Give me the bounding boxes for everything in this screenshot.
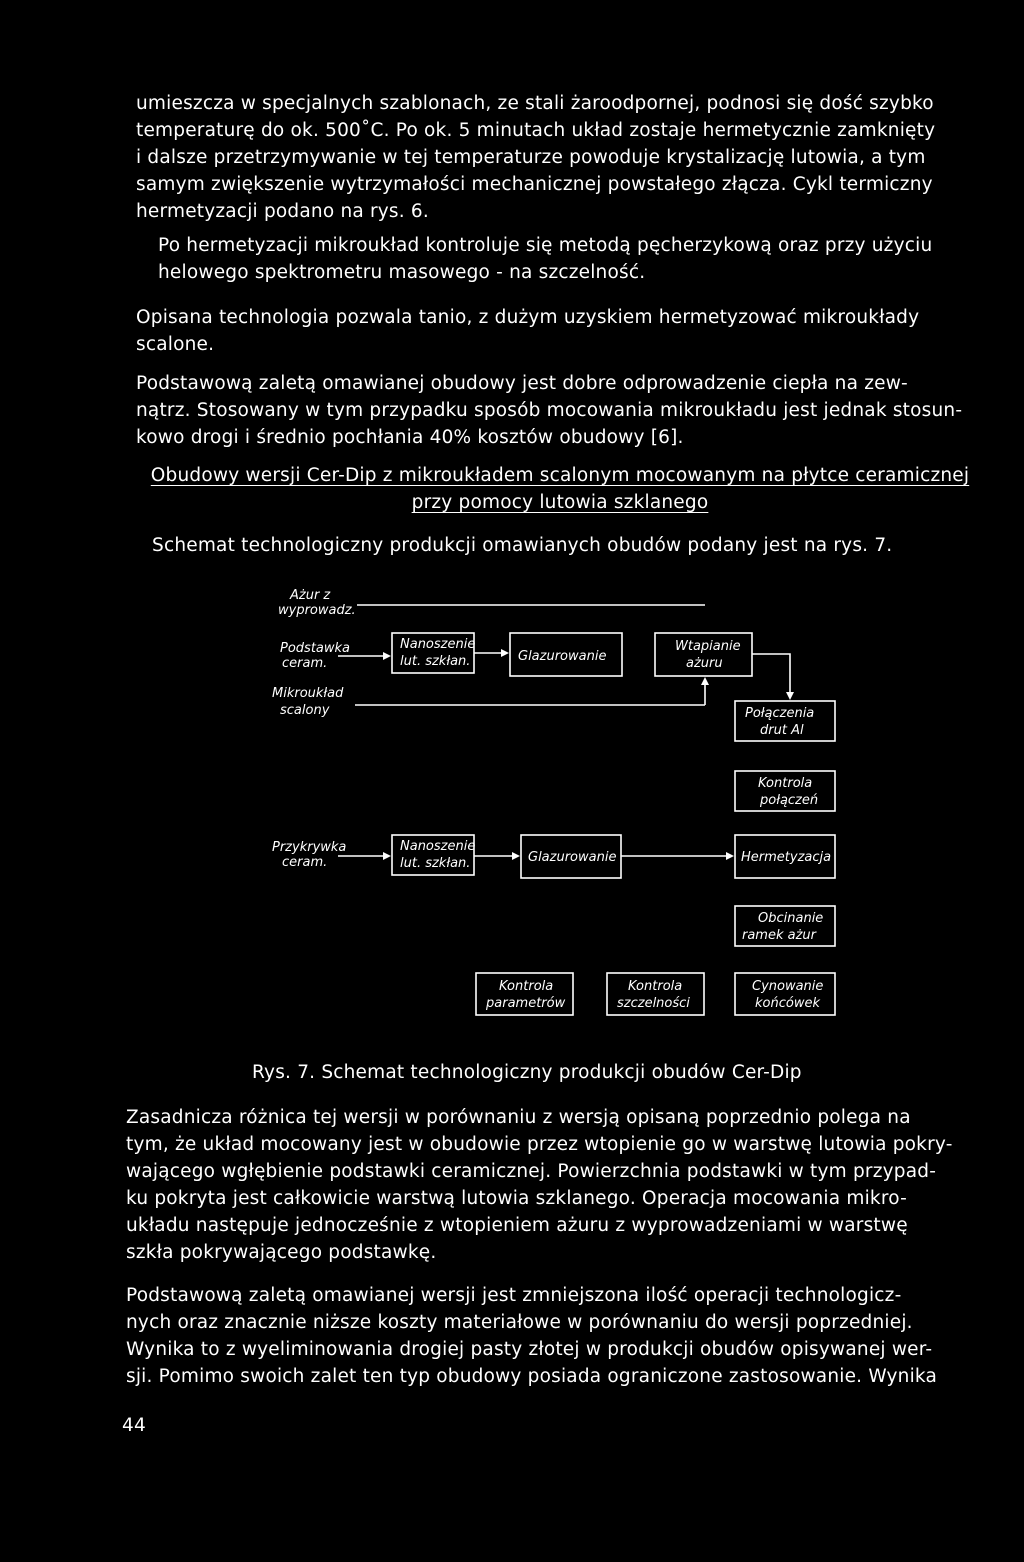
box-cynowanie-line1: Cynowanie: [752, 979, 824, 994]
connector-wtapianie-polaczenia: [752, 654, 790, 693]
input-label-przykrywka-2: ceram.: [282, 855, 328, 870]
arrow-head: [726, 852, 734, 860]
box-glazurowanie-1: [510, 633, 622, 676]
box-glazurowanie-2-label: Glazurowanie: [528, 850, 617, 865]
box-kontrola-parametrow-line1: Kontrola: [499, 979, 554, 994]
paragraph-scheme-intro: Schemat technologiczny produkcji omawianych obudów podany jest na rys. 7.: [152, 535, 893, 556]
box-obcinanie-line1: Obcinanie: [758, 911, 824, 926]
box-polaczenia-line2: drut Al: [760, 723, 804, 738]
box-nanoszenie-1-line2: lut. szkłan.: [400, 654, 471, 669]
input-label-podstawka-2: ceram.: [282, 656, 328, 671]
input-label-azur-2: wyprowadz.: [278, 603, 356, 618]
box-nanoszenie-2: [392, 835, 474, 875]
box-obcinanie-line2: ramek ażur: [742, 928, 817, 943]
paragraph-difference: Zasadnicza różnica tej wersji w porównaniu z wersją opisaną poprzednio polega na tym, że układ mocowany jest w obudowie przez wtopienie go w warstwę lutowia pokry- wającego wgłębienie podstawki ceramicznej. Powierzchnia podstawki w tym przypad- ku pokryta jest całkowicie warstwą lutowia szklanego. Operacja mocowania mikro- układu następuje jednocześnie z wtopieniem ażuru z wyprowadzeniami w warstwę szkła pokrywającego podstawkę.: [126, 1107, 953, 1263]
box-kontrola-polaczen-line2: połączeń: [760, 793, 819, 808]
box-nanoszenie-1: [392, 633, 474, 673]
section-heading-line1: Obudowy wersji Cer-Dip z mikroukładem scalonym mocowanym na płytce ceramicznej: [150, 465, 970, 486]
box-kontrola-szczelnosci: [607, 973, 704, 1015]
box-hermetyzacja: [735, 835, 835, 878]
input-label-azur-1: Ażur z: [290, 588, 331, 603]
box-glazurowanie-2: [521, 835, 621, 878]
paragraph-version-advantage: Podstawową zaletą omawianej wersji jest zmniejszona ilość operacji technologicz- nych oraz znacznie niższe koszty materiałowe w porównaniu do wersji poprzedniej. Wynika to z wyeliminowania drogiej pasty złotej w produkcji obudów opisywanej wer- sji. Pomimo swoich zalet ten typ obudowy posiada ograniczone zastosowanie. Wynika: [126, 1285, 938, 1387]
box-kontrola-parametrow-line2: parametrów: [486, 996, 566, 1011]
box-nanoszenie-2-line2: lut. szkłan.: [400, 856, 471, 871]
paragraph-leak-test: Po hermetyzacji mikroukład kontroluje się metodą pęcherzykową oraz przy użyciu helowego spektrometru masowego - na szczelność.: [158, 235, 933, 283]
arrow-head: [512, 852, 520, 860]
box-kontrola-polaczen-line1: Kontrola: [758, 776, 813, 791]
box-kontrola-polaczen: [735, 771, 835, 811]
box-wtapianie-line1: Wtapianie: [675, 639, 741, 654]
box-wtapianie: [655, 633, 752, 676]
box-kontrola-parametrow: [476, 973, 573, 1015]
input-label-podstawka-1: Podstawka: [280, 641, 351, 656]
box-kontrola-szczelnosci-line2: szczelności: [617, 996, 690, 1011]
page-number: 44: [122, 1415, 146, 1436]
box-wtapianie-line2: ażuru: [686, 656, 723, 671]
figure-caption: Rys. 7. Schemat technologiczny produkcji obudów Cer-Dip: [252, 1062, 802, 1083]
arrow-head: [701, 677, 709, 685]
section-heading-line2: przy pomocy lutowia szklanego: [411, 492, 709, 513]
box-cynowanie: [735, 973, 835, 1015]
arrow-head: [501, 649, 509, 657]
input-label-mikrouklad-1: Mikroukład: [272, 686, 344, 701]
arrow-head: [383, 852, 391, 860]
input-label-mikrouklad-2: scalony: [280, 703, 330, 718]
box-kontrola-szczelnosci-line1: Kontrola: [628, 979, 683, 994]
paragraph-technology-summary: Opisana technologia pozwala tanio, z dużym uzyskiem hermetyzować mikroukłady scalone.: [136, 307, 920, 355]
box-polaczenia: [735, 701, 835, 741]
paragraph-advantage: Podstawową zaletą omawianej obudowy jest dobre odprowadzenie ciepła na zew- nątrz. Stosowany w tym przypadku sposób mocowania mikroukładu jest jednak stosun- kowo drogi i średnio pochłania 40% kosztów obudowy [6].: [136, 373, 963, 448]
box-polaczenia-line1: Połączenia: [745, 706, 815, 721]
arrow-head: [786, 692, 794, 700]
box-nanoszenie-1-line1: Nanoszenie: [400, 637, 476, 652]
arrow-head: [383, 652, 391, 660]
box-glazurowanie-1-label: Glazurowanie: [518, 649, 607, 664]
box-obcinanie: [735, 906, 835, 946]
box-cynowanie-line2: końcówek: [755, 996, 820, 1011]
paragraph-hermetization: umieszcza w specjalnych szablonach, ze stali żaroodpornej, podnosi się dość szybko temperaturę do ok. 500˚C. Po ok. 5 minutach układ zostaje hermetycznie zamknięty i dalsze przetrzymywanie w tej temperaturze powoduje krystalizację lutowia, a tym samym zwiększenie wytrzymałości mechanicznej powstałego złącza. Cykl termiczny hermetyzacji podano na rys. 6.: [136, 93, 936, 222]
box-hermetyzacja-label: Hermetyzacja: [741, 850, 832, 865]
input-label-przykrywka-1: Przykrywka: [272, 840, 347, 855]
box-nanoszenie-2-line1: Nanoszenie: [400, 839, 476, 854]
